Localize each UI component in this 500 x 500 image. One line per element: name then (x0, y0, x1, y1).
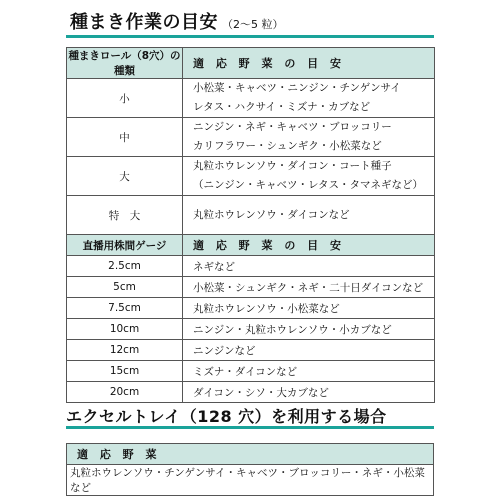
table-row (67, 361, 435, 382)
table-row (67, 319, 435, 340)
page-title-subtitle: （2～5 粒） (222, 18, 284, 31)
roll-veg-line: レタス・ハクサイ・ミズナ・カブなど (193, 101, 371, 113)
roll-veg-line: 丸粒ホウレンソウ・ダイコンなど (193, 208, 350, 221)
gauge-veg: ニンジンなど (183, 340, 435, 361)
roll-veg (183, 157, 435, 196)
roll-veg-line: 小松菜・キャベツ・ニンジン・チンゲンサイ (193, 82, 401, 94)
gauge-veg: 小松菜・シュンギク・ネギ・二十日ダイコンなど (183, 277, 435, 298)
roll-type: 小 (67, 79, 183, 118)
gauge-size: 12cm (67, 340, 183, 361)
title-divider (66, 35, 434, 38)
tray-table (66, 443, 434, 496)
roll-type: 大 (67, 157, 183, 196)
page-title (70, 8, 284, 34)
tray-veg: 丸粒ホウレンソウ・チンゲンサイ・キャベツ・ブロッコリー・ネギ・小松菜など (67, 465, 434, 496)
page-title-main: 種まき作業の目安 (70, 12, 218, 33)
gauge-veg: ミズナ・ダイコンなど (183, 361, 435, 382)
gauge-size: 2.5cm (67, 256, 183, 277)
roll-table-header (67, 48, 435, 79)
gauge-veg: 丸粒ホウレンソウ・小松菜など (183, 298, 435, 319)
table-row (67, 79, 435, 118)
sowing-guide-table (66, 47, 435, 403)
table-row (67, 118, 435, 157)
tray-section-title: エクセルトレイ（128 穴）を利用する場合 (66, 407, 387, 426)
gauge-veg: ネギなど (183, 256, 435, 277)
table-row (67, 277, 435, 298)
roll-veg (183, 196, 435, 235)
table-row (67, 256, 435, 277)
table-row (67, 298, 435, 319)
roll-veg-line: ニンジン・ネギ・キャベツ・ブロッコリー (193, 121, 392, 133)
table-row (67, 196, 435, 235)
roll-veg (183, 79, 435, 118)
tray-section-divider (66, 426, 434, 429)
gauge-header: 直播用株間ゲージ (67, 235, 183, 256)
tray-veg-header: 適 応 野 菜 (67, 444, 434, 465)
roll-veg-line: 丸粒ホウレンソウ・ダイコン・コート種子 (193, 160, 392, 172)
tray-table-header (67, 444, 434, 465)
table-row (67, 382, 435, 403)
gauge-size: 20cm (67, 382, 183, 403)
roll-veg-line: カリフラワー・シュンギク・小松菜など (193, 140, 382, 152)
gauge-veg: ニンジン・丸粒ホウレンソウ・小カブなど (183, 319, 435, 340)
table-row (67, 465, 434, 496)
gauge-size: 15cm (67, 361, 183, 382)
table-row (67, 157, 435, 196)
gauge-size: 5cm (67, 277, 183, 298)
gauge-veg-header: 適 応 野 菜 の 目 安 (183, 235, 435, 256)
gauge-size: 10cm (67, 319, 183, 340)
gauge-veg: ダイコン・シソ・大カブなど (183, 382, 435, 403)
table-row (67, 340, 435, 361)
roll-type: 中 (67, 118, 183, 157)
roll-type-header: 種まきロール（8穴）の種類 (67, 48, 183, 79)
roll-veg-line: （ニンジン・キャベツ・レタス・タマネギなど） (193, 179, 424, 191)
gauge-size: 7.5cm (67, 298, 183, 319)
roll-veg (183, 118, 435, 157)
roll-veg-header: 適 応 野 菜 の 目 安 (183, 48, 435, 79)
roll-type: 特 大 (67, 196, 183, 235)
gauge-table-header (67, 235, 435, 256)
